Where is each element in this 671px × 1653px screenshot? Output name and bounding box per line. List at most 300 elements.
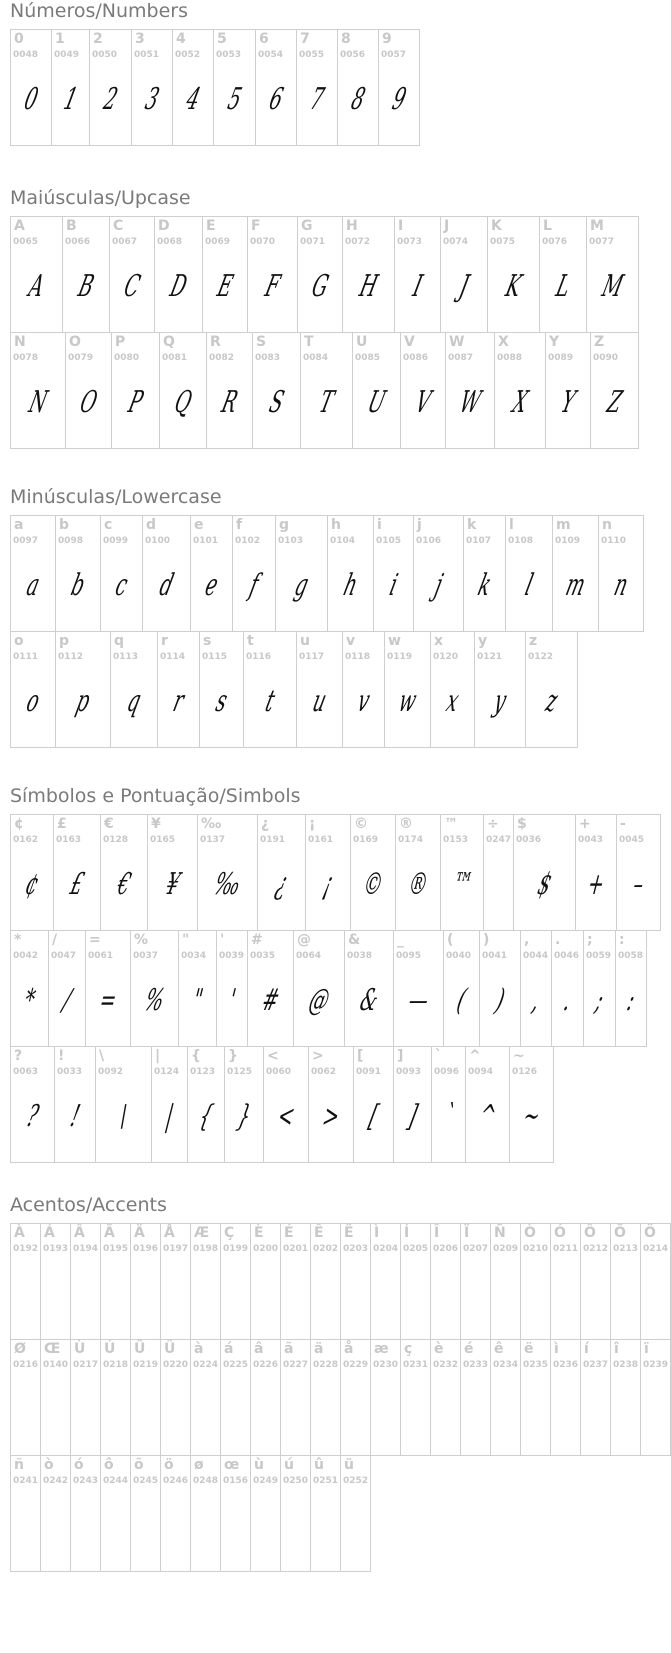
glyph-code-label: 0108 <box>508 536 534 546</box>
glyph-character-label: = <box>89 932 101 948</box>
glyph-cell <box>395 814 441 931</box>
glyph-code-label: 0218 <box>103 1360 129 1370</box>
glyph-sample: – <box>629 867 648 902</box>
glyph-character-label: ô <box>104 1457 114 1473</box>
glyph-sample <box>40 1382 72 1438</box>
glyph-cell <box>610 1223 641 1340</box>
glyph-character-label: Ç <box>224 1225 235 1241</box>
glyph-character-label: a <box>14 517 24 533</box>
glyph-cell <box>10 29 52 146</box>
glyph-cell <box>342 631 385 748</box>
glyph-sample: . <box>560 983 575 1018</box>
glyph-code-label: 0122 <box>528 652 554 662</box>
glyph-cell <box>65 332 112 449</box>
glyph-cell <box>142 515 191 632</box>
glyph-code-label: 0055 <box>299 50 325 60</box>
glyph-character-label: _ <box>397 932 404 948</box>
glyph-sample <box>100 1266 132 1322</box>
glyph-cell <box>494 332 546 449</box>
glyph-code-label: 0128 <box>103 835 129 845</box>
glyph-code-label: 0047 <box>51 951 77 961</box>
glyph-character-label: } <box>228 1048 238 1064</box>
glyph-character-label: ` <box>435 1048 442 1064</box>
glyph-cell <box>51 29 90 146</box>
glyph-cell <box>62 216 110 333</box>
glyph-sample: w <box>395 684 420 719</box>
glyph-code-label: 0118 <box>345 652 371 662</box>
glyph-sample: 3 <box>141 82 163 117</box>
glyph-code-label: 0225 <box>223 1360 249 1370</box>
glyph-code-label: 0080 <box>114 353 140 363</box>
glyph-character-label: ì <box>554 1341 559 1357</box>
glyph-character-label: Ò <box>524 1225 536 1241</box>
glyph-sample: ! <box>67 1099 84 1134</box>
glyph-code-label: 0075 <box>490 237 516 247</box>
glyph-cell <box>111 332 160 449</box>
glyph-sample: L <box>552 269 574 304</box>
glyph-cell <box>151 1046 188 1163</box>
glyph-code-label: 0195 <box>103 1244 129 1254</box>
glyph-sample: E <box>213 269 237 304</box>
glyph-sample <box>490 1266 522 1322</box>
glyph-code-label: 0065 <box>13 237 39 247</box>
glyph-character-label: f <box>236 517 243 533</box>
glyph-character-label: - <box>620 816 626 832</box>
glyph-code-label: 0069 <box>205 237 231 247</box>
glyph-character-label: # <box>251 932 263 948</box>
glyph-character-label: ; <box>587 932 593 948</box>
glyph-character-label: ! <box>58 1048 65 1064</box>
glyph-sample: ' <box>225 983 240 1018</box>
glyph-character-label: í <box>584 1341 589 1357</box>
glyph-character-label: X <box>498 334 509 350</box>
glyph-sample: ® <box>404 867 432 902</box>
glyph-character-label: n <box>602 517 612 533</box>
glyph-cell <box>252 332 301 449</box>
glyph-sample <box>430 1266 462 1322</box>
glyph-cell <box>430 631 475 748</box>
glyph-character-label: ë <box>524 1341 534 1357</box>
glyph-code-label: 0042 <box>13 951 39 961</box>
glyph-character-label: P <box>115 334 126 350</box>
glyph-code-label: 0247 <box>486 835 512 845</box>
glyph-cell <box>393 930 444 1047</box>
glyph-code-label: 0083 <box>255 353 281 363</box>
glyph-cell <box>350 814 396 931</box>
glyph-grid <box>10 515 643 747</box>
glyph-character-label: Q <box>163 334 175 350</box>
glyph-cell <box>460 1223 491 1340</box>
glyph-character-label: Ø <box>14 1341 26 1357</box>
section-title: Acentos/Accents <box>10 1194 167 1216</box>
glyph-character-label: 0 <box>14 31 24 47</box>
glyph-row <box>10 1223 670 1339</box>
glyph-row <box>10 1339 670 1455</box>
glyph-cell <box>280 1223 311 1340</box>
section-title: Símbolos e Pontuação/Simbols <box>10 785 301 807</box>
glyph-sample: 8 <box>347 82 369 117</box>
glyph-character-label: Ì <box>374 1225 380 1241</box>
glyph-cell <box>640 1223 671 1340</box>
glyph-code-label: 0244 <box>103 1476 129 1486</box>
glyph-cell <box>95 1046 152 1163</box>
glyph-cell <box>598 515 644 632</box>
glyph-character-label: d <box>146 517 157 533</box>
glyph-sample: \ <box>116 1099 132 1134</box>
glyph-character-label: t <box>247 633 254 649</box>
glyph-code-label: 0098 <box>58 536 84 546</box>
glyph-cell <box>10 216 63 333</box>
glyph-code-label: 0046 <box>554 951 580 961</box>
glyph-code-label: 0086 <box>403 353 429 363</box>
glyph-sample: ¥ <box>162 867 183 902</box>
glyph-cell <box>400 1223 431 1340</box>
glyph-sample: 1 <box>60 82 81 117</box>
glyph-row <box>10 29 419 145</box>
glyph-sample <box>220 1266 252 1322</box>
glyph-cell <box>10 1455 41 1572</box>
glyph-cell <box>131 29 173 146</box>
glyph-cell <box>160 1339 191 1456</box>
glyph-character-label: ø <box>194 1457 204 1473</box>
glyph-sample: m <box>562 568 589 603</box>
glyph-code-label: 0250 <box>283 1476 309 1486</box>
glyph-sample: l <box>521 568 537 603</box>
glyph-sample: ^ <box>475 1099 500 1134</box>
glyph-cell <box>310 1223 341 1340</box>
glyph-cell <box>243 631 297 748</box>
glyph-code-label: 0099 <box>103 536 129 546</box>
glyph-character-label: [ <box>357 1048 364 1064</box>
glyph-sample <box>310 1382 342 1438</box>
glyph-sample <box>10 1382 42 1438</box>
glyph-cell <box>327 515 374 632</box>
glyph-character-label: { <box>191 1048 201 1064</box>
glyph-character-label: * <box>14 932 22 948</box>
glyph-code-label: 0044 <box>523 951 549 961</box>
glyph-character-label: R <box>210 334 221 350</box>
glyph-sample <box>70 1498 102 1554</box>
glyph-code-label: 0040 <box>446 951 472 961</box>
glyph-cell <box>10 515 56 632</box>
glyph-cell <box>296 631 343 748</box>
glyph-character-label: Ä <box>134 1225 145 1241</box>
glyph-sample: : <box>623 983 639 1018</box>
glyph-cell <box>370 1339 401 1456</box>
glyph-character-label: ò <box>44 1457 54 1473</box>
glyph-sample: v <box>354 684 374 719</box>
glyph-character-label: ™ <box>444 816 458 832</box>
glyph-sample: £ <box>66 867 88 902</box>
glyph-sample: / <box>59 983 75 1018</box>
glyph-cell <box>224 1046 264 1163</box>
glyph-cell <box>400 332 446 449</box>
glyph-cell <box>520 1223 551 1340</box>
glyph-cell <box>344 930 394 1047</box>
glyph-code-label: 0089 <box>548 353 574 363</box>
glyph-cell <box>430 1223 461 1340</box>
glyph-character-label: Ê <box>314 1225 324 1241</box>
glyph-code-label: 0033 <box>57 1067 83 1077</box>
glyph-character-label: Í <box>404 1225 410 1241</box>
glyph-sample: > <box>318 1099 344 1134</box>
glyph-sample: Y <box>557 385 579 420</box>
glyph-cell <box>247 216 298 333</box>
glyph-sample: + <box>583 867 609 902</box>
glyph-character-label: M <box>590 218 604 234</box>
glyph-code-label: 0206 <box>433 1244 459 1254</box>
glyph-code-label: 0236 <box>553 1360 579 1370</box>
glyph-cell <box>40 1455 71 1572</box>
glyph-code-label: 0201 <box>283 1244 309 1254</box>
glyph-code-label: 0066 <box>65 237 91 247</box>
glyph-character-label: B <box>66 218 77 234</box>
glyph-character-label: ñ <box>14 1457 24 1473</box>
glyph-character-label: m <box>556 517 571 533</box>
glyph-sample: k <box>474 568 495 603</box>
glyph-code-label: 0233 <box>463 1360 489 1370</box>
glyph-code-label: 0049 <box>54 50 80 60</box>
glyph-sample: # <box>258 983 283 1018</box>
glyph-code-label: 0137 <box>200 835 226 845</box>
glyph-code-label: 0071 <box>300 237 326 247</box>
glyph-sample: h <box>340 568 361 603</box>
glyph-row <box>10 1046 660 1162</box>
glyph-code-label: 0058 <box>618 951 644 961</box>
glyph-cell <box>130 1223 161 1340</box>
glyph-code-label: 0232 <box>433 1360 459 1370</box>
glyph-sample <box>490 1382 522 1438</box>
glyph-code-label: 0035 <box>250 951 276 961</box>
glyph-character-label: ^ <box>469 1048 481 1064</box>
glyph-code-label: 0243 <box>73 1476 99 1486</box>
glyph-character-label: J <box>444 218 450 234</box>
glyph-code-label: 0234 <box>493 1360 519 1370</box>
glyph-code-label: 0193 <box>43 1244 69 1254</box>
glyph-character-label: ü <box>344 1457 354 1473</box>
glyph-row <box>10 814 660 930</box>
glyph-code-label: 0088 <box>497 353 523 363</box>
glyph-cell <box>100 1339 131 1456</box>
glyph-sample: p <box>72 684 94 719</box>
glyph-code-label: 0239 <box>643 1360 669 1370</box>
glyph-code-label: 0056 <box>340 50 366 60</box>
glyph-cell <box>197 814 258 931</box>
glyph-cell <box>250 1339 281 1456</box>
glyph-sample <box>130 1266 162 1322</box>
glyph-cell <box>505 515 553 632</box>
glyph-sample: 6 <box>265 82 287 117</box>
glyph-character-label: Æ <box>194 1225 210 1241</box>
glyph-sample: ( <box>453 983 470 1018</box>
glyph-code-label: 0084 <box>303 353 329 363</box>
glyph-cell <box>340 1455 371 1572</box>
glyph-code-label: 0235 <box>523 1360 549 1370</box>
glyph-cell <box>250 1223 281 1340</box>
glyph-cell <box>440 216 488 333</box>
glyph-code-label: 0205 <box>403 1244 429 1254</box>
glyph-cell <box>85 930 131 1047</box>
glyph-code-label: 0161 <box>308 835 334 845</box>
glyph-sample: " <box>188 983 207 1018</box>
glyph-sample <box>190 1382 222 1438</box>
glyph-character-label: ÷ <box>487 816 499 832</box>
glyph-sample <box>190 1266 222 1322</box>
glyph-code-label: 0119 <box>387 652 413 662</box>
glyph-code-label: 0054 <box>258 50 284 60</box>
glyph-character-label: 4 <box>176 31 186 47</box>
glyph-code-label: 0095 <box>396 951 422 961</box>
glyph-character-label: 1 <box>55 31 65 47</box>
glyph-code-label: 0107 <box>466 536 492 546</box>
glyph-character-label: b <box>59 517 70 533</box>
glyph-code-label: 0124 <box>154 1067 180 1077</box>
glyph-code-label: 0116 <box>246 652 272 662</box>
glyph-cell <box>275 515 328 632</box>
glyph-sample <box>460 1382 492 1438</box>
glyph-sample: ¿ <box>272 867 291 902</box>
glyph-character-label: Ï <box>464 1225 470 1241</box>
glyph-character-label: Ö <box>644 1225 656 1241</box>
glyph-cell <box>550 1223 581 1340</box>
glyph-character-label: r <box>161 633 168 649</box>
glyph-sample <box>70 1382 102 1438</box>
glyph-sample: u <box>309 684 330 719</box>
glyph-sample <box>70 1266 102 1322</box>
glyph-sample: y <box>490 684 510 719</box>
glyph-character-label: Á <box>44 1225 55 1241</box>
glyph-code-label: 0192 <box>13 1244 39 1254</box>
glyph-cell <box>160 1455 191 1572</box>
glyph-sample: x <box>443 684 463 719</box>
glyph-character-label: Z <box>594 334 605 350</box>
glyph-character-label: ù <box>254 1457 264 1473</box>
glyph-sample <box>160 1266 192 1322</box>
glyph-sample: 2 <box>100 82 121 117</box>
glyph-cell <box>10 631 56 748</box>
glyph-sample: ` <box>439 1099 458 1134</box>
glyph-code-label: 0140 <box>43 1360 69 1370</box>
glyph-sample: T <box>316 385 338 420</box>
glyph-code-label: 0092 <box>98 1067 124 1077</box>
glyph-cell <box>100 1223 131 1340</box>
glyph-character-label: e <box>194 517 204 533</box>
glyph-code-label: 0096 <box>434 1067 460 1077</box>
glyph-character-label: Ó <box>554 1225 566 1241</box>
glyph-sample: ¡ <box>320 867 337 902</box>
glyph-character-label: h <box>331 517 341 533</box>
glyph-cell <box>340 1223 371 1340</box>
glyph-character-label: Y <box>549 334 560 350</box>
glyph-sample: ] <box>404 1099 421 1134</box>
glyph-cell <box>520 1339 551 1456</box>
glyph-sample <box>550 1382 582 1438</box>
glyph-code-label: 0073 <box>397 237 423 247</box>
glyph-code-label: 0163 <box>56 835 82 845</box>
glyph-cell <box>206 332 253 449</box>
glyph-sample: F <box>261 269 284 304</box>
glyph-code-label: 0093 <box>396 1067 422 1077</box>
glyph-sample <box>340 1382 372 1438</box>
glyph-sample: o <box>23 684 44 719</box>
glyph-sample: n <box>610 568 632 603</box>
glyph-character-label: © <box>354 816 368 832</box>
glyph-code-label: 0078 <box>13 353 39 363</box>
glyph-character-label: u <box>300 633 310 649</box>
glyph-cell <box>263 1046 309 1163</box>
glyph-grid <box>10 216 638 448</box>
glyph-code-label: 0202 <box>313 1244 339 1254</box>
glyph-sample <box>580 1266 612 1322</box>
glyph-sample: q <box>123 684 145 719</box>
glyph-code-label: 0076 <box>542 237 568 247</box>
glyph-row <box>10 930 660 1046</box>
glyph-cell <box>580 1339 611 1456</box>
glyph-row <box>10 515 643 631</box>
glyph-cell <box>89 29 132 146</box>
glyph-code-label: 0123 <box>190 1067 216 1077</box>
glyph-cell <box>305 814 351 931</box>
glyph-sample <box>520 1266 552 1322</box>
glyph-cell <box>220 1339 251 1456</box>
glyph-code-label: 0094 <box>468 1067 494 1077</box>
glyph-character-label: À <box>14 1225 25 1241</box>
glyph-code-label: 0224 <box>193 1360 219 1370</box>
glyph-cell <box>575 814 617 931</box>
glyph-cell <box>487 216 540 333</box>
glyph-character-label: W <box>449 334 465 350</box>
glyph-row <box>10 1455 670 1571</box>
glyph-cell <box>147 814 198 931</box>
glyph-sample: N <box>25 385 51 420</box>
glyph-sample <box>10 1266 42 1322</box>
glyph-sample <box>100 1498 132 1554</box>
glyph-sample <box>100 1382 132 1438</box>
glyph-sample: P <box>125 385 147 420</box>
glyph-sample <box>280 1382 312 1438</box>
glyph-sample: Q <box>171 385 196 420</box>
glyph-character-label: õ <box>134 1457 144 1473</box>
glyph-code-label: 0249 <box>253 1476 279 1486</box>
glyph-cell <box>130 1455 161 1572</box>
glyph-code-label: 0238 <box>613 1360 639 1370</box>
glyph-character-label: ö <box>164 1457 174 1473</box>
glyph-character-label: ä <box>314 1341 324 1357</box>
glyph-sample: — <box>404 983 433 1018</box>
glyph-character-label: q <box>114 633 125 649</box>
glyph-character-label: Œ <box>44 1341 61 1357</box>
glyph-code-label: 0229 <box>343 1360 369 1370</box>
glyph-code-label: 0064 <box>296 951 322 961</box>
glyph-character-label: I <box>398 218 404 234</box>
glyph-code-label: 0063 <box>13 1067 39 1077</box>
glyph-cell <box>308 1046 354 1163</box>
glyph-cell <box>615 930 647 1047</box>
glyph-cell <box>220 1223 251 1340</box>
glyph-code-label: 0090 <box>593 353 619 363</box>
glyph-character-label: ê <box>494 1341 504 1357</box>
glyph-code-label: 0100 <box>145 536 171 546</box>
glyph-character-label: @ <box>297 932 311 948</box>
glyph-sample <box>250 1266 282 1322</box>
glyph-code-label: 0106 <box>416 536 442 546</box>
glyph-code-label: 0216 <box>13 1360 39 1370</box>
glyph-character-label: c <box>104 517 113 533</box>
glyph-character-label: < <box>267 1048 279 1064</box>
glyph-character-label: Î <box>434 1225 440 1241</box>
glyph-character-label: è <box>434 1341 444 1357</box>
glyph-sample: | <box>162 1099 178 1134</box>
